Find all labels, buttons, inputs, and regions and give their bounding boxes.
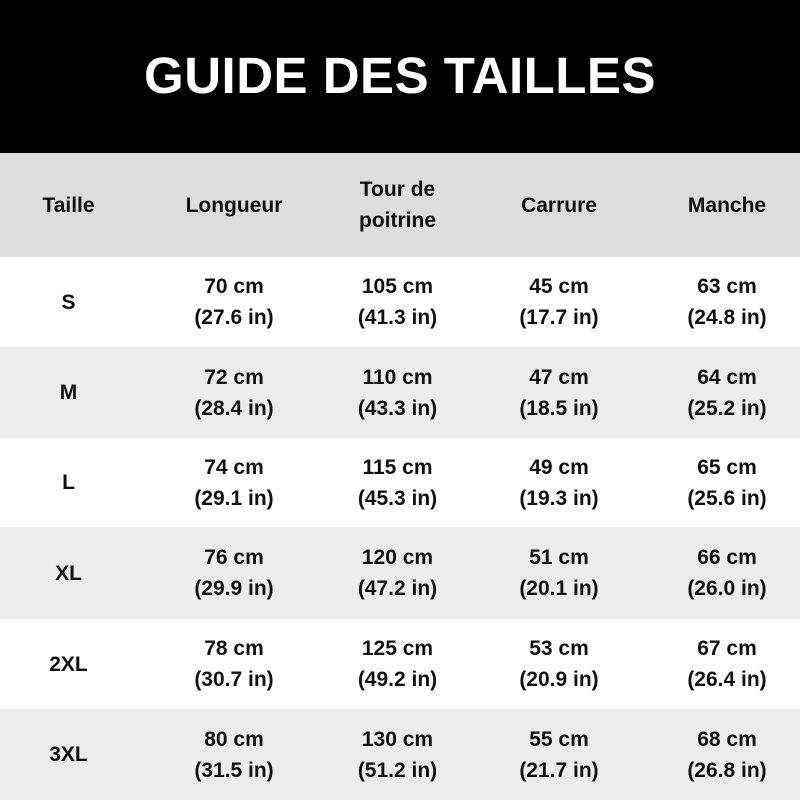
size-label: L [0,438,137,527]
table-cell [464,347,654,438]
size-label: M [0,347,137,438]
table-cell [331,438,464,527]
value-in: (29.1 in) [194,486,274,510]
table-cell [137,257,331,347]
value-cm: 64 cm [697,365,757,389]
header-label: Manche [687,193,767,217]
value-cm: 53 cm [529,637,589,660]
value-in: (49.2 in) [357,668,438,691]
header-label: Longueur [185,193,283,217]
table-cell [464,438,654,527]
table-cell [654,709,800,800]
table-cell [137,438,331,527]
value-in: (41.3 in) [357,306,438,329]
page-title: GUIDE DES TAILLES [144,47,656,104]
value-in: (43.3 in) [357,396,438,420]
value-cm: 115 cm [362,455,433,479]
table-cell [331,257,464,347]
value-cm: 70 cm [204,275,264,298]
value-cm: 74 cm [204,455,264,479]
value-in: (20.1 in) [519,577,599,600]
value-cm: 80 cm [204,727,264,751]
table-cell [464,527,654,619]
size-label: XL [0,527,137,619]
header-cell-chest [331,153,464,257]
size-label: S [0,257,137,347]
value-in: (47.2 in) [357,577,438,600]
value-in: (25.2 in) [687,396,767,420]
value-cm: 65 cm [697,455,757,479]
table-cell [654,257,800,347]
header-cell-sleeve [654,153,800,257]
table-cell [654,347,800,438]
table-cell [137,347,331,438]
value-cm: 120 cm [361,546,434,569]
size-label: 3XL [0,709,137,800]
value-in: (26.4 in) [687,668,767,691]
value-cm: 55 cm [529,727,589,751]
value-in: (31.5 in) [194,758,274,782]
value-in: (51.2 in) [357,758,438,782]
header-cell-shoulder [464,153,654,257]
table-cell [331,619,464,709]
table-cell [654,619,800,709]
value-in: (20.9 in) [519,668,599,691]
value-cm: 72 cm [204,365,264,389]
table-cell [331,709,464,800]
table-cell [464,709,654,800]
value-cm: 110 cm [362,365,433,389]
value-cm: 67 cm [697,637,757,660]
value-in: (45.3 in) [357,486,438,510]
value-in: (18.5 in) [519,396,599,420]
header-cell-length [137,153,331,257]
value-cm: 47 cm [529,365,589,389]
value-cm: 63 cm [697,275,757,298]
header-label: poitrine [359,209,436,232]
size-label: 2XL [0,619,137,709]
table-cell [137,709,331,800]
value-in: (19.3 in) [519,486,599,510]
value-cm: 76 cm [204,546,264,569]
table-cell [331,527,464,619]
value-in: (17.7 in) [519,306,599,329]
value-cm: 51 cm [529,546,589,569]
value-in: (21.7 in) [519,758,599,782]
size-table [0,153,800,800]
table-cell [137,619,331,709]
value-in: (29.9 in) [194,577,274,600]
header-label: Taille [42,193,95,217]
value-cm: 45 cm [529,275,589,298]
header-cell-size [0,153,137,257]
value-in: (27.6 in) [194,306,274,329]
value-cm: 66 cm [697,546,757,569]
header-label: Tour de [359,178,436,201]
table-cell [654,527,800,619]
table-cell [654,438,800,527]
value-cm: 105 cm [361,275,434,298]
value-in: (26.0 in) [687,577,767,600]
title-banner [0,0,800,153]
value-in: (25.6 in) [687,486,767,510]
value-in: (28.4 in) [194,396,274,420]
table-cell [137,527,331,619]
value-cm: 130 cm [361,727,434,751]
value-cm: 49 cm [529,455,589,479]
header-label: Carrure [521,193,597,217]
value-in: (26.8 in) [687,758,767,782]
value-cm: 68 cm [697,727,757,751]
table-cell [464,619,654,709]
value-in: (24.8 in) [687,306,767,329]
table-cell [464,257,654,347]
value-cm: 78 cm [204,637,264,660]
value-in: (30.7 in) [194,668,274,691]
value-cm: 125 cm [361,637,434,660]
table-cell [331,347,464,438]
